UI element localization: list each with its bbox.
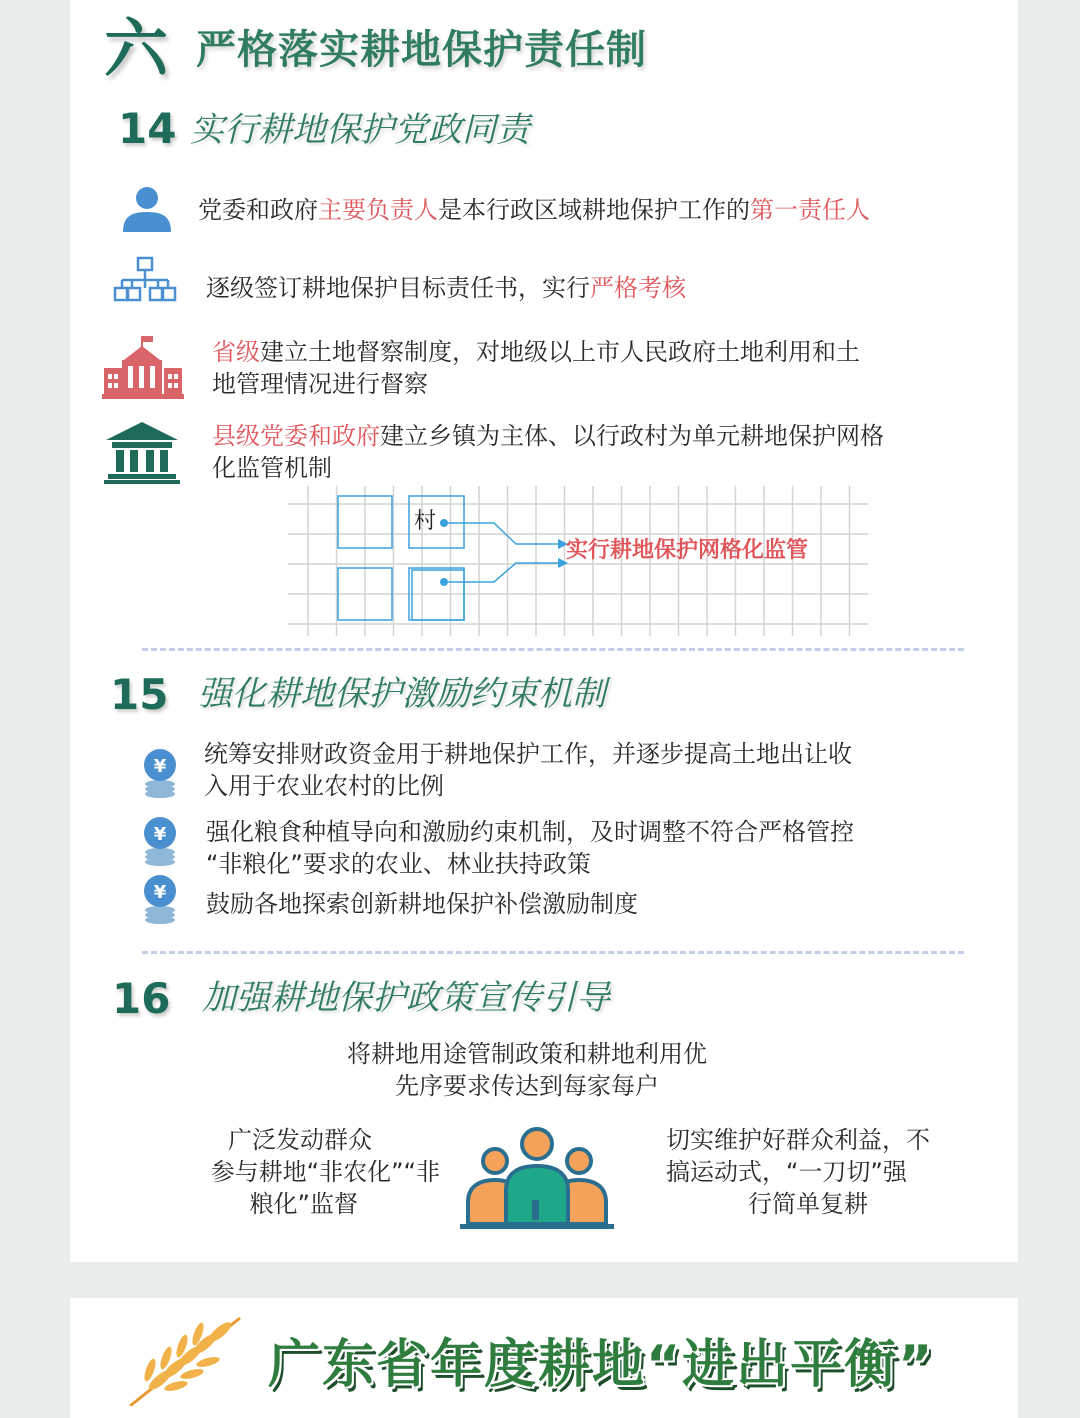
divider xyxy=(142,648,964,651)
coin-stack-icon xyxy=(142,816,178,866)
item-14-row-2: 逐级签订耕地保护目标责任书，实行严格考核 xyxy=(206,274,686,302)
item-16-left-text: 广泛发动群众 参与耕地“非农化”“非 粮化”监督 xyxy=(210,1126,440,1218)
item-15-row-3: 鼓励各地探索创新耕地保护补偿激励制度 xyxy=(206,890,638,918)
item-15-row-2: 强化粮食种植导向和激励约束机制，及时调整不符合严格管控 “非粮化”要求的农业、林业扶持政策 xyxy=(206,818,854,878)
item-15-row-1: 统筹安排财政资金用于耕地保护工作，并逐步提高土地出让收 入用于农业农村的比例 xyxy=(204,740,852,800)
village-label: 村 xyxy=(414,509,437,534)
item-14-row-1: 党委和政府主要负责人是本行政区域耕地保护工作的第一责任人 xyxy=(198,196,870,224)
wheat-icon xyxy=(120,1310,270,1406)
svg-text:¥: ¥ xyxy=(153,756,167,777)
item-16-top-text: 将耕地用途管制政策和耕地利用优 先序要求传达到每家每户 xyxy=(347,1040,707,1100)
coin-stack-icon xyxy=(142,874,178,924)
person-icon xyxy=(120,186,174,232)
svg-text:¥: ¥ xyxy=(153,824,167,845)
item-16-title: 加强耕地保护政策宣传引导 xyxy=(202,978,610,1018)
item-15-number: 15 xyxy=(110,670,169,719)
org-chart-icon xyxy=(112,256,178,312)
grid-supervision-label: 实行耕地保护网格化监管 xyxy=(566,538,809,563)
item-15-title: 强化耕地保护激励约束机制 xyxy=(198,674,606,714)
item-14-number: 14 xyxy=(118,104,177,153)
item-16-right-text: 切实维护好群众利益，不 搞运动式，“一刀切”强 行简单复耕 xyxy=(666,1126,930,1218)
coin-stack-icon xyxy=(142,748,178,798)
svg-text:¥: ¥ xyxy=(153,882,167,903)
item-16-number: 16 xyxy=(112,974,171,1023)
item-14-title: 实行耕地保护党政同责 xyxy=(190,110,530,150)
community-icon xyxy=(458,1124,616,1230)
government-building-icon xyxy=(102,334,184,400)
banner-title: 广东省年度耕地“进出平衡” xyxy=(268,1335,935,1395)
divider xyxy=(142,951,964,954)
item-14-row-4: 县级党委和政府建立乡镇为主体、以行政村为单元耕地保护网格 化监管机制 xyxy=(212,422,884,482)
item-14-row-3: 省级建立土地督察制度，对地级以上市人民政府土地利用和土 地管理情况进行督察 xyxy=(212,338,860,398)
section-number: 六 xyxy=(104,13,168,87)
section-title: 严格落实耕地保护责任制 xyxy=(196,27,647,73)
county-hall-icon xyxy=(104,420,180,484)
